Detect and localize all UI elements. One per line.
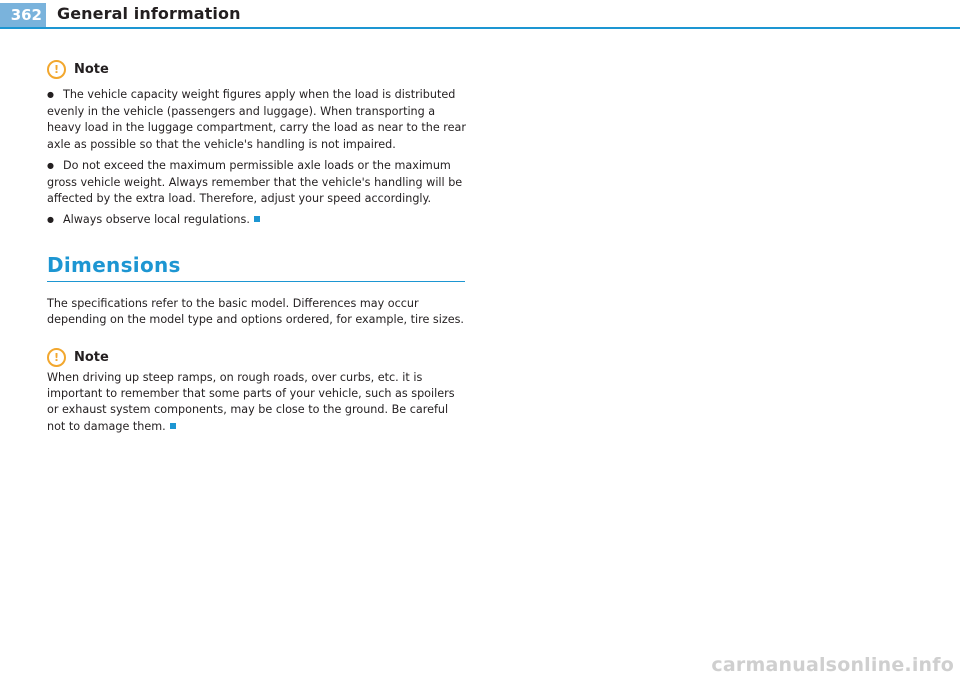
page-number: 362 (0, 3, 46, 27)
section-title: Dimensions (47, 252, 181, 277)
note-bullet-1: ● The vehicle capacity weight figures apply when the load is distributed evenly in the vehicle (passengers and luggage). When transporting a heavy load in the luggage compartment, carry the load as near to the rear axle as possible so that the vehicle's handling is not impaired. (47, 87, 467, 153)
header-divider (0, 27, 960, 29)
note-2-body: When driving up steep ramps, on rough roads, over curbs, etc. it is important to remember that some parts of your vehicle, such as spoilers or exhaust system components, may be close to the ground. Be careful not to damage them. (47, 371, 455, 433)
note-2-text (47, 370, 467, 435)
note-bullet-3 (47, 212, 467, 229)
page-content (47, 56, 467, 435)
note-bullet-3-text: Always observe local regulations. (62, 213, 250, 227)
section-intro: The specifications refer to the basic model. Differences may occur depending on the model type and options ordered, for example, tire sizes. (47, 296, 464, 326)
note-label: Note (74, 61, 109, 77)
caution-icon: ! (47, 348, 66, 367)
note-bullet-2: ● Do not exceed the maximum permissible axle loads or the maximum gross vehicle weight. Always remember that the vehicle's handling will be affected by the extra load. Therefore, adjust your speed accordingly. (47, 158, 467, 208)
end-of-section-mark (254, 216, 260, 222)
page-header (0, 0, 960, 30)
note-heading-2 (47, 344, 467, 370)
note-heading (47, 56, 467, 82)
note-label-2: Note (74, 349, 109, 365)
watermark: carmanualsonline.info (711, 654, 954, 676)
caution-icon: ! (47, 60, 66, 79)
end-of-section-mark (170, 423, 176, 429)
page-header-title: General information (57, 4, 241, 23)
section-divider (47, 281, 465, 282)
